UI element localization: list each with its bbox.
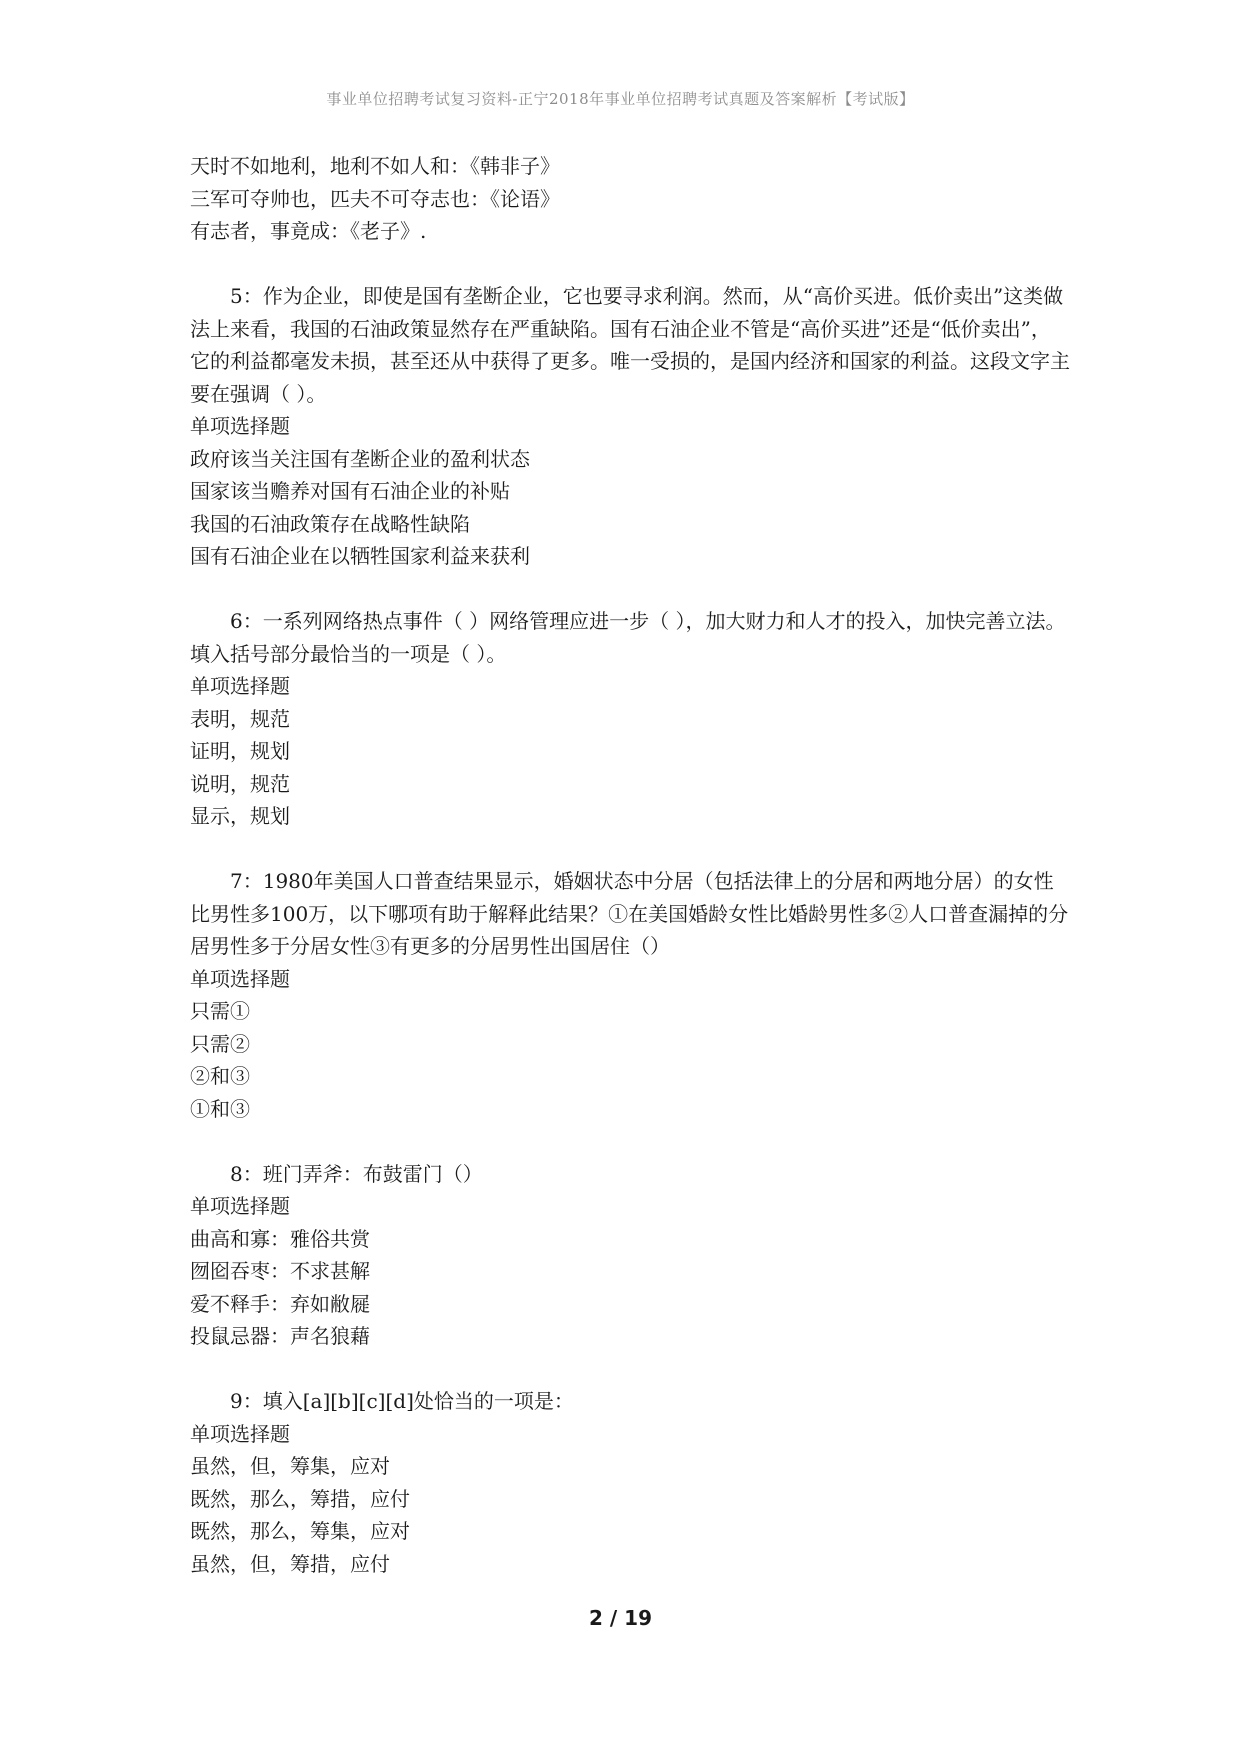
- option: 只需②: [190, 1031, 250, 1056]
- page-number: 2 / 19: [589, 1606, 652, 1630]
- question-type: 单项选择题: [190, 1194, 290, 1218]
- option: 证明，规划: [190, 739, 290, 763]
- option: 国家该当赡养对国有石油企业的补贴: [190, 479, 510, 503]
- question-text: 7：1980年美国人口普查结果显示，婚姻状态中分居（包括法律上的分居和两地分居）的女性比男性多100万，以下哪项有助于解释此结果？①在美国婚龄女性比婚龄男性多②人口普查漏掉的分居男性多于分居女性③有更多的分居男性出国居住（）: [190, 869, 1069, 958]
- question-7: [190, 865, 1070, 1125]
- quote-line: 天时不如地利，地利不如人和：《韩非子》: [190, 154, 560, 178]
- question-6: [190, 605, 1096, 833]
- question-text: 9：填入[a][b][c][d]处恰当的一项是：: [230, 1389, 574, 1413]
- question-8: [190, 1158, 1070, 1353]
- question-type: 单项选择题: [190, 414, 290, 438]
- option: 政府该当关注国有垄断企业的盈利状态: [190, 446, 530, 471]
- option: ①和③: [190, 1096, 250, 1121]
- question-type: 单项选择题: [190, 966, 290, 991]
- quote-line: 有志者，事竟成：《老子》.: [190, 219, 427, 243]
- option: 我国的石油政策存在战略性缺陷: [190, 511, 470, 536]
- question-text: 6：一系列网络热点事件（ ）网络管理应进一步（ ），加大财力和人才的投入，加快完善立法。 填入括号部分最恰当的一项是（ ）。: [190, 609, 1096, 666]
- option: 说明，规范: [190, 771, 290, 796]
- option: 曲高和寡：雅俗共赏: [190, 1226, 370, 1251]
- question-9: [190, 1385, 1070, 1580]
- option: 虽然，但，筹集，应对: [190, 1454, 390, 1478]
- option: 只需①: [190, 999, 250, 1023]
- question-type: 单项选择题: [190, 674, 290, 698]
- question-5: [190, 280, 1070, 573]
- option: ②和③: [190, 1064, 250, 1088]
- question-type: 单项选择题: [190, 1421, 290, 1446]
- option: 投鼠忌器：声名狼藉: [190, 1324, 370, 1348]
- question-text: 8：班门弄斧：布鼓雷门（）: [230, 1161, 483, 1186]
- page-header: 事业单位招聘考试复习资料-正宁2018年事业单位招聘考试真题及答案解析【考试版】: [326, 90, 915, 108]
- quote-line: 三军可夺帅也，匹夫不可夺志也：《论语》: [190, 186, 560, 211]
- question-text: 5：作为企业，即使是国有垄断企业，它也要寻求利润。然而，从“高价买进。低价卖出”这类做法上来看，我国的石油政策显然存在严重缺陷。国有石油企业不管是“高价买进”还是“低价卖出”，它的利益都毫发未损，甚至还从中获得了更多。唯一受损的，是国内经济和国家的利益。这段文字主要在强调（ ）。: [190, 284, 1070, 406]
- option: 表明，规范: [190, 706, 290, 731]
- option: 既然，那么，筹措，应付: [190, 1486, 410, 1511]
- option: 爱不释手：弃如敝屣: [190, 1291, 370, 1316]
- document-body: [190, 150, 1096, 1580]
- option: 国有石油企业在以牺牲国家利益来获利: [190, 544, 530, 568]
- quote-block: [190, 150, 1070, 248]
- option: 显示，规划: [190, 804, 290, 828]
- option: 囫囵吞枣：不求甚解: [190, 1259, 370, 1283]
- option: 既然，那么，筹集，应对: [190, 1519, 410, 1543]
- option: 虽然，但，筹措，应付: [190, 1551, 390, 1576]
